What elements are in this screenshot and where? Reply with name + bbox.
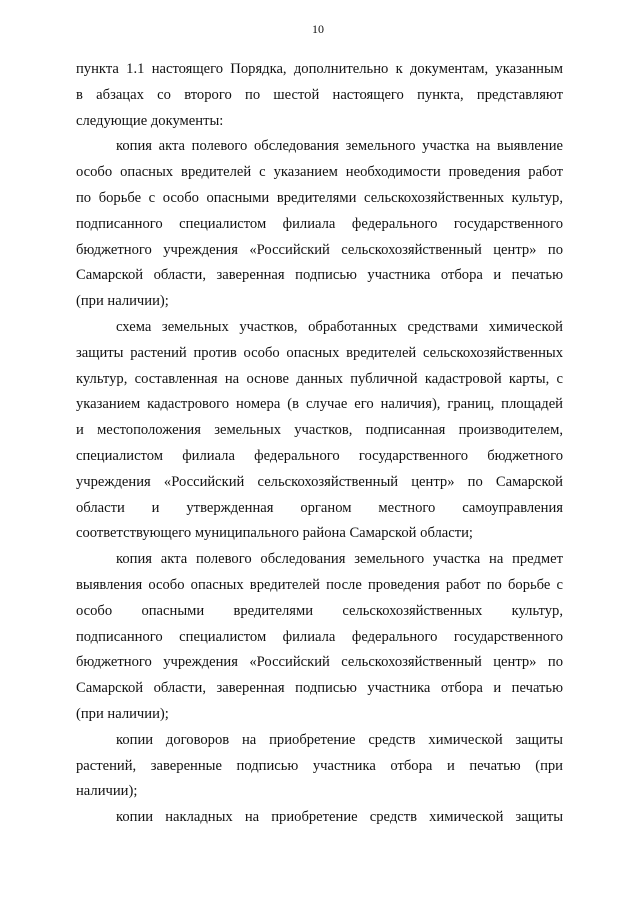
text-line: (при наличии); [76, 293, 169, 310]
text-line: особо опасных вредителей с указанием необходимости проведения работ [76, 164, 563, 181]
text-line: схема земельных участков, обработанных средствами химической [116, 318, 563, 335]
text-line: (при наличии); [76, 705, 169, 722]
paragraph-intro-continuation [76, 57, 563, 134]
text-line: бюджетного учреждения «Российский сельскохозяйственный центр» по [76, 241, 563, 258]
text-line: растений, заверенные подписью участника отбора и печатью (при [76, 757, 563, 774]
page-number: 10 [312, 22, 324, 36]
text-line: Самарской области, заверенная подписью участника отбора и печатью [76, 267, 563, 284]
paragraph-invoices [76, 805, 563, 831]
text-line: учреждения «Российский сельскохозяйственный центр» по Самарской [76, 473, 563, 490]
text-line: подписанного специалистом филиала федерального государственного [76, 628, 563, 645]
text-line: бюджетного учреждения «Российский сельскохозяйственный центр» по [76, 654, 563, 671]
paragraph-post-treatment-act [76, 547, 563, 728]
paragraph-purchase-contracts [76, 728, 563, 805]
text-line: копия акта полевого обследования земельного участка на выявление [116, 138, 563, 155]
text-line: защиты растений против особо опасных вредителей сельскохозяйственных [76, 344, 563, 361]
text-line: подписанного специалистом филиала федерального государственного [76, 215, 563, 232]
paragraph-inspection-act [76, 134, 563, 315]
text-line: Самарской области, заверенная подписью участника отбора и печатью [76, 680, 563, 697]
text-line: копия акта полевого обследования земельного участка на предмет [116, 551, 563, 568]
text-line: и местоположения земельных участков, подписанная производителем, [76, 422, 563, 439]
text-line: специалистом филиала федерального государственного бюджетного [76, 447, 563, 464]
text-line: особо опасными вредителями сельскохозяйственных культур, [76, 602, 563, 619]
paragraph-land-plot-scheme [76, 315, 563, 547]
text-line: культур, составленная на основе данных публичной кадастровой карты, с [76, 370, 563, 387]
text-line: указанием кадастрового номера (в случае его наличия), границ, площадей [76, 396, 563, 413]
text-line: копии договоров на приобретение средств химической защиты [116, 731, 563, 748]
text-line: наличии); [76, 783, 138, 800]
text-line: области и утвержденная органом местного самоуправления [76, 499, 563, 516]
text-line: в абзацах со второго по шестой настоящего пункта, представляют [76, 86, 563, 103]
text-line: пункта 1.1 настоящего Порядка, дополнительно к документам, указанным [76, 61, 563, 77]
document-body [76, 57, 563, 831]
text-line: копии накладных на приобретение средств химической защиты [116, 809, 563, 826]
text-line: выявления особо опасных вредителей после проведения работ по борьбе с [76, 576, 563, 593]
text-line: по борьбе с особо опасными вредителями сельскохозяйственных культур, [76, 189, 563, 206]
text-line: соответствующего муниципального района Самарской области; [76, 525, 473, 542]
text-line: следующие документы: [76, 112, 224, 129]
